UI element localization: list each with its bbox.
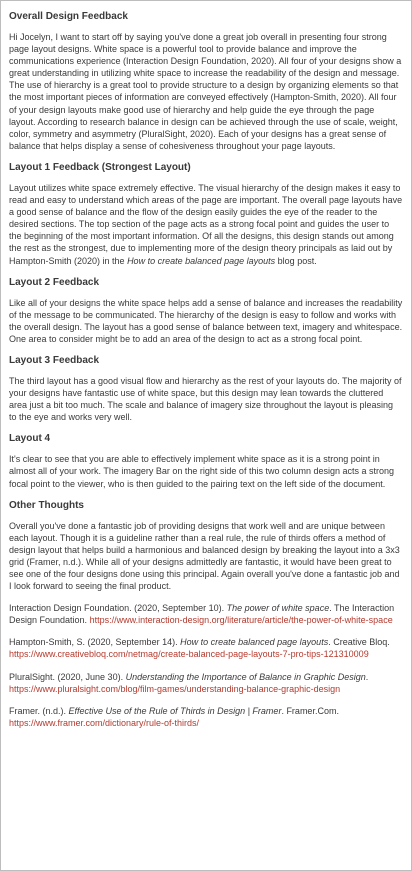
section-title-overall: Overall Design Feedback xyxy=(9,11,128,22)
paragraph-layout-4: It's clear to see that you are able to effectively implement white space as it is a strong point in almost all of your work. The imagery Bar on the right side of this two column design acts a strong focal point to the viewer, who is then guided to the pairing text on the left side of the document. xyxy=(9,454,395,489)
reference-title: Effective Use of the Rule of Thirds in Design | Framer xyxy=(68,705,282,716)
paragraph-layout-1-tail: blog post. xyxy=(275,255,317,266)
section-title-layout-1: Layout 1 Feedback (Strongest Layout) xyxy=(9,161,191,173)
reference-author: PluralSight. (2020, June 30). xyxy=(9,671,126,682)
paragraph-layout-1-text: Layout utilizes white space extremely effective. The visual hierarchy of the design makes it easy to read and easy to understand which areas of the page are important. The overall page layouts have a good sense of balance and the flow of the design easily guides the eye of the reader to the desired sections. The top section of the page acts as a strong focal point and guides the user to the beginning of the most important information. Of all the designs, this design stands out among the rest as the strongest, due to implementing more of the design theory principals as laid out by Hampton-Smith (2020) in the xyxy=(9,182,403,266)
reference-link[interactable]: https://www.pluralsight.com/blog/film-games/understanding-balance-graphic-design xyxy=(9,683,341,694)
reference-item xyxy=(9,636,403,660)
reference-item xyxy=(9,705,403,729)
section-title-layout-4: Layout 4 xyxy=(9,433,51,445)
feedback-document xyxy=(1,1,411,729)
reference-item xyxy=(9,602,403,626)
section-title-other-thoughts: Other Thoughts xyxy=(9,499,84,511)
paragraph-other-thoughts: Overall you've done a fantastic job of providing designs that work well and are unique between each layout. Though it is a guideline rather than a real rule, the rule of thirds offers a method of design layout that helps build a harmonious and balanced design by breaking the layout into a 3x3 grid (Framer, n.d.). While all of your designs admittedly are fantastic, it would have been great to see one of the four designs done using this principal. Again overall you've done a fantastic job and I look forward to seeing the final product. xyxy=(9,520,400,592)
reference-author: Interaction Design Foundation. (2020, September 10). xyxy=(9,603,227,614)
reference-author: Hampton-Smith, S. (2020, September 14). xyxy=(9,637,181,648)
paragraph-layout-1 xyxy=(9,182,403,267)
reference-author: Framer. (n.d.). xyxy=(9,705,69,716)
reference-title: The power of white space xyxy=(226,603,330,614)
reference-source: . The Interaction Design Foundation. xyxy=(9,603,395,626)
reference-link[interactable]: https://www.framer.com/dictionary/rule-of-thirds/ xyxy=(9,717,200,728)
reference-source: . Framer.Com. xyxy=(281,705,339,716)
reference-title: How to create balanced page layouts xyxy=(180,637,329,648)
paragraph-layout-1-italic: How to create balanced page layouts xyxy=(127,255,276,266)
section-title-layout-2: Layout 2 Feedback xyxy=(9,276,100,288)
reference-title: Understanding the Importance of Balance in Graphic Design xyxy=(125,671,366,682)
reference-link[interactable]: https://www.interaction-design.org/literature/article/the-power-of-white-space xyxy=(89,615,393,626)
paragraph-layout-2: Like all of your designs the white space helps add a sense of balance and increases the readability of the message to be communicated. The hierarchy of the design is easy to follow and works with the overall design. The layout has a good sense of balance between text, imagery and whitespace. One area to consider might be to add an area of the design to act as a strong focal point. xyxy=(9,297,403,344)
reference-item xyxy=(9,671,403,695)
paragraph-layout-3: The third layout has a good visual flow and hierarchy as the rest of your layouts do. The majority of your designs have fantastic use of white space, but this design may lean towards the cluttered area just a bit too much. The scale and balance of imagery size throughout the layout is pleasing to the eye and works very well. xyxy=(9,375,402,423)
paragraph-overall: Hi Jocelyn, I want to start off by saying you've done a great job overall in presenting four strong page layout designs. White space is a powerful tool to provide balance and improve the communications experience (Interaction Design Foundation, 2020). All four of your designs show a great understanding in utilizing white space to increase the readability of the design and message. The use of hierarchy is a great tool to provide structure to a design by organizing elements so that the most important pieces of information are conveyed effectively (Hampton-Smith, 2020). All four of your design layouts make good use of hierarchy and help guide the eye through the page layout. According to research balance in design can be achieved through the use of scale, weight, color, symmetry and asymmetry (PluralSight, 2020). Each of your designs has a great sense of balance that helps display a sense of cohesiveness throughout your page layouts. xyxy=(9,32,402,151)
reference-source: . Creative Bloq. xyxy=(328,637,390,648)
reference-source: . xyxy=(365,671,369,682)
section-title-layout-3: Layout 3 Feedback xyxy=(9,354,100,366)
reference-link[interactable]: https://www.creativebloq.com/netmag/create-balanced-page-layouts-7-pro-tips-121310009 xyxy=(9,649,369,660)
